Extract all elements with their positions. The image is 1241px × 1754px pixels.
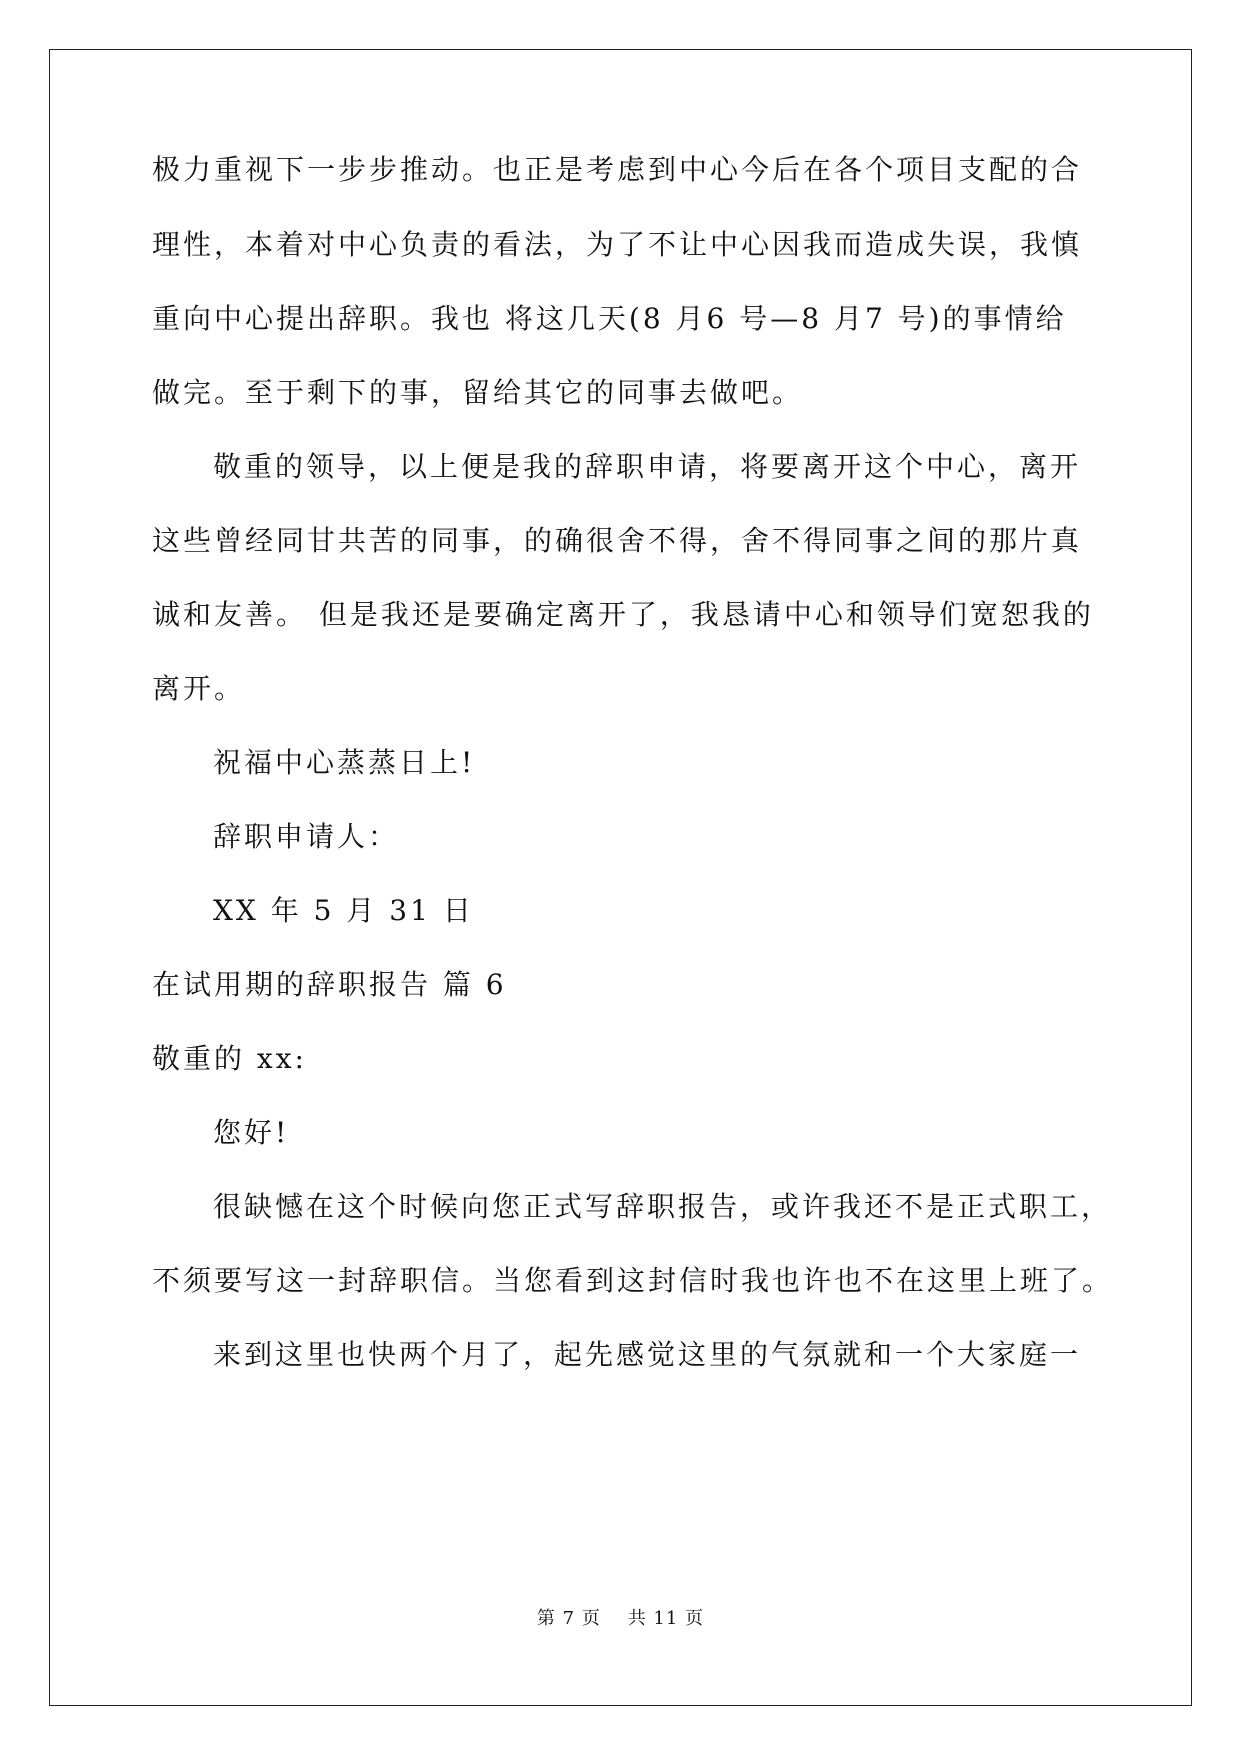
body-line-4: 做完。至于剩下的事，留给其它的同事去做吧。 bbox=[152, 376, 804, 409]
body-line-5: 敬重的领导，以上便是我的辞职申请，将要离开这个中心，离开 bbox=[213, 450, 1082, 483]
greeting: 您好! bbox=[213, 1116, 290, 1149]
body-line-15: 很缺憾在这个时候向您正式写辞职报告，或许我还不是正式职工， bbox=[213, 1190, 1113, 1223]
body-line-6: 这些曾经同甘共苦的同事，的确很舍不得，舍不得同事之间的那片真 bbox=[152, 524, 1083, 557]
signature-label: 辞职申请人： bbox=[213, 820, 400, 853]
body-line-8: 离开。 bbox=[152, 672, 246, 705]
body-line-3: 重向中心提出辞职。我也 将这几天(8 月6 号—8 月7 号)的事情给 bbox=[152, 302, 1067, 335]
page-number-footer: 第 7 页 共 11 页 bbox=[536, 1608, 705, 1629]
body-line-17: 来到这里也快两个月了，起先感觉这里的气氛就和一个大家庭一 bbox=[213, 1338, 1082, 1371]
page-border bbox=[49, 49, 1192, 1706]
body-line-2: 理性，本着对中心负责的看法，为了不让中心因我而造成失误，我慎 bbox=[152, 228, 1083, 261]
closing-blessing: 祝福中心蒸蒸日上! bbox=[213, 746, 476, 779]
body-line-7: 诚和友善。 但是我还是要确定离开了，我恳请中心和领导们宽恕我的 bbox=[152, 598, 1094, 631]
body-line-1: 极力重视下一步步推动。也正是考虑到中心今后在各个项目支配的合 bbox=[152, 153, 1083, 186]
salutation: 敬重的 xx: bbox=[152, 1042, 307, 1075]
body-line-16: 不须要写这一封辞职信。当您看到这封信时我也许也不在这里上班了。 bbox=[152, 1264, 1114, 1297]
section-heading: 在试用期的辞职报告 篇 6 bbox=[152, 968, 507, 1001]
date-line: XX 年 5 月 31 日 bbox=[213, 894, 474, 927]
